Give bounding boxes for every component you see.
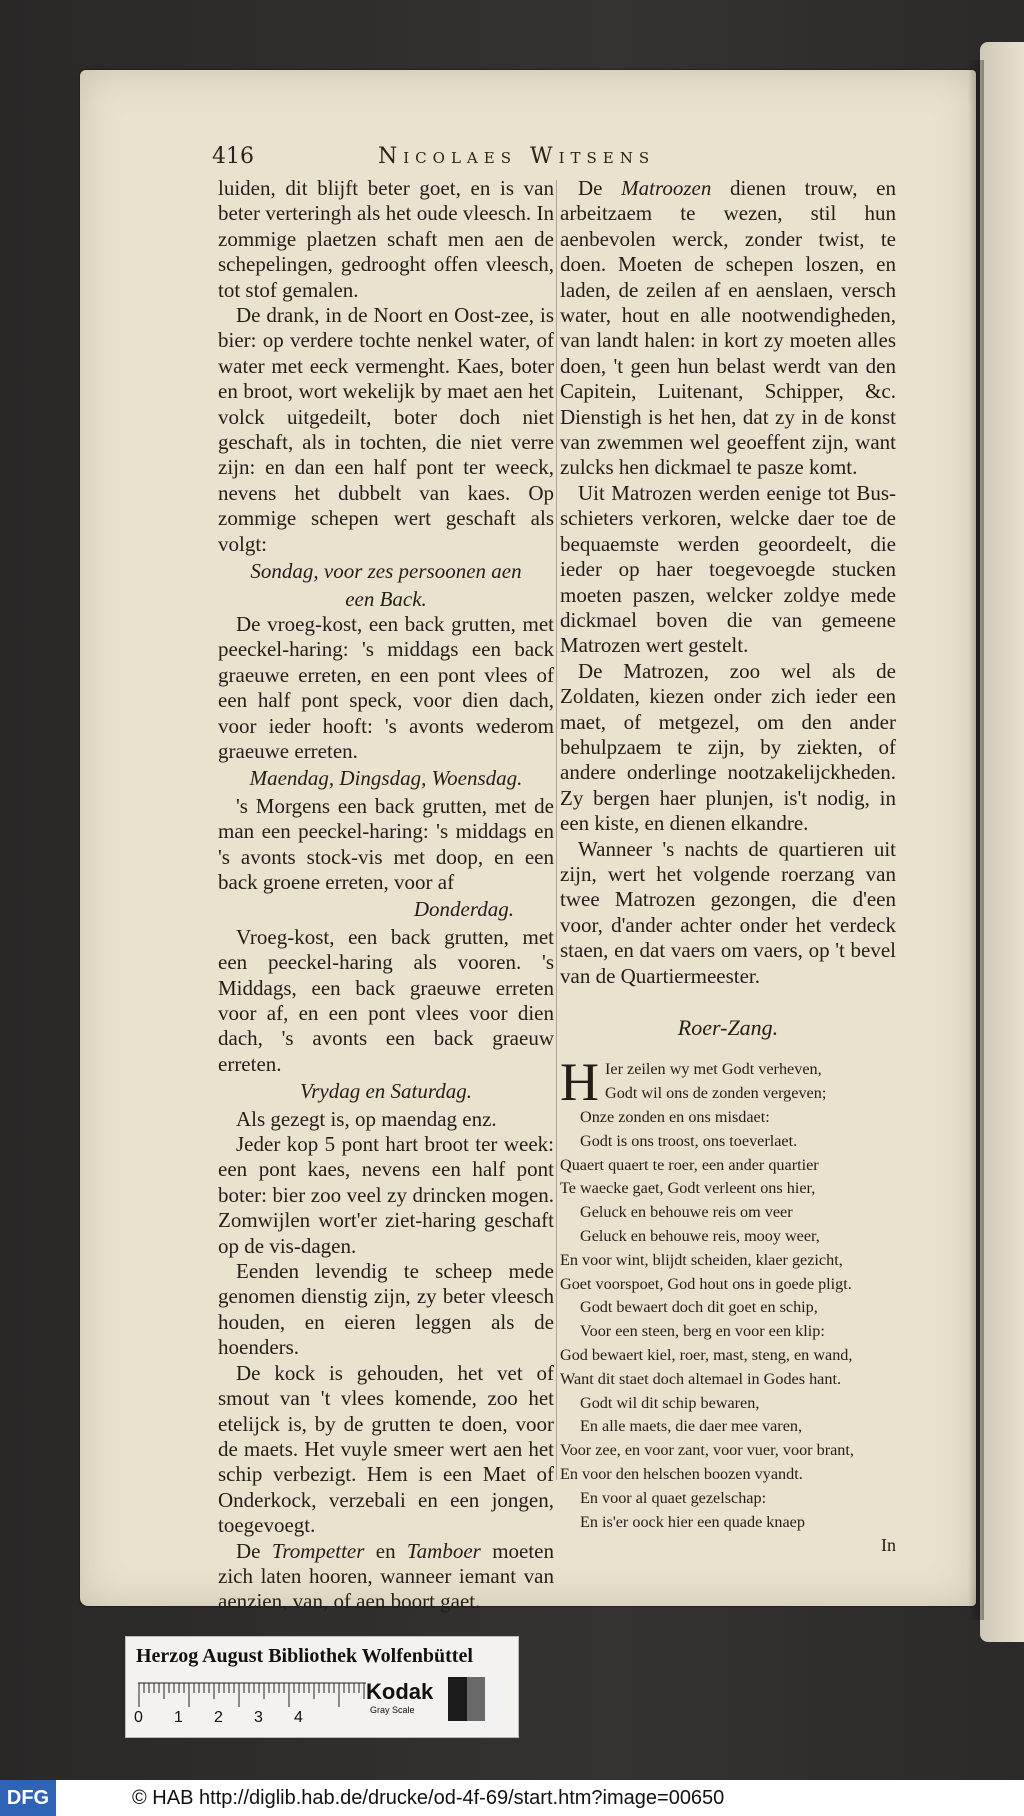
ruler-number: 4 [294, 1709, 303, 1726]
paragraph: Uit Matrozen werden eenige tot Bus-schieters verkoren, welcke daer toe de bequaemste werden geoordeelt, die ieder op haer toegevoegde stucken moeten paszen, welcker zoldye mede dickmael boven die van gemeene Matrozen wert gestelt. [560, 480, 896, 658]
section-heading: een Back. [345, 586, 427, 611]
swatch [467, 1677, 486, 1721]
poem-line: En voor al quaet gezelschap: [580, 1488, 767, 1507]
section-heading: Sondag, voor zes persoonen aen [250, 559, 522, 584]
page-number: 416 [212, 144, 254, 169]
paragraph: Wanneer 's nachts de quartieren uit zijn, wert het volgende roerzang van twee Matrozen gezongen, die d'een voor, d'ander achter onder het verdeck staen, en dat vaers om vaers, op 't bevel van de Quartiermeester. [560, 836, 896, 988]
poem-line: Voor zee, en voor zant, voor vuer, voor brant, [560, 1441, 854, 1460]
ruler-numbers [134, 1709, 374, 1727]
paragraph: De Matrozen, zoo wel als de Zoldaten, kiezen onder zich ieder een maet, of metgezel, om den ander behulpzaem te zijn, by ziekten, of andere onderlinge nootzakelijckheden. Zy bergen haer plunjen, is't nodig, in een kiste, en dienen elkandre. [560, 658, 896, 836]
poem-line: God bewaert kiel, roer, mast, steng, en wand, [560, 1345, 853, 1364]
footer-bar [0, 1780, 1024, 1816]
spine-shadow [968, 60, 984, 1620]
ruler-number: 3 [254, 1709, 263, 1726]
poem-line: Godt is ons troost, ons toeverlaet. [580, 1131, 798, 1150]
catchword: In [881, 1535, 896, 1556]
italic-term: Trompetter [271, 1538, 365, 1563]
poem-line: Onze zonden en ons misdaet: [580, 1108, 770, 1126]
paragraph [218, 1539, 554, 1615]
poem-line: Godt bewaert doch dit goet en schip, [580, 1298, 818, 1317]
text-run: dienen trouw, en arbeitzaem te wezen, stil hun aenbevolen werck, zonder twist, te doen. Moeten de schepen loszen, en laden, de zeilen af en aenslaen, versch water, hout en alle nootwendigheden, van landt halen: in kort zy moeten alles doen, 't geen hun belast werdt van den Capitein, Luitenant, Schipper, &c. Dienstigh is het hen, dat zy in de konst van zwemmen wel geoeffent zijn, want zulcks hen dickmael te pasze komt. [560, 176, 896, 480]
running-head [212, 144, 772, 174]
kodak-logo: Kodak [366, 1679, 434, 1704]
paragraph: Eenden levendig te scheep mede genomen dienstig zijn, zy beter vleesch houden, en eieren leggen als de hoenders. [218, 1259, 554, 1360]
running-title: Nicolaes Witsens [378, 144, 656, 169]
song-title: Roer-Zang. [677, 1015, 779, 1040]
text-run: en [364, 1538, 407, 1563]
text-run: moeten zich laten hooren, wanneer iemant van aenzien, van, of aen boort gaet. [218, 1538, 554, 1614]
italic-term: Tamboer [406, 1538, 481, 1563]
swatch [448, 1677, 467, 1721]
paragraph: Als gezegt is, op maendag enz. [236, 1106, 497, 1131]
dfg-logo: DFG [0, 1780, 56, 1816]
drop-cap: H [560, 1052, 599, 1113]
paragraph: De kock is gehouden, het vet of smout van 't vlees komende, zoo het etelijck is, by de grutten te doen, voor de maets. Het vuyle smeer wert aen het schip verbezigt. Hem is een Maet of Onderkock, verzebali en een jongen, toegevoegt. [218, 1360, 554, 1538]
poem-line: Quaert quaert te roer, een ander quartier [560, 1155, 819, 1174]
poem-line: En voor den helschen boozen vyandt. [560, 1464, 803, 1483]
italic-term: Matroozen [621, 176, 712, 200]
swatch [485, 1677, 504, 1721]
paragraph: 's Morgens een back grutten, met de man een peeckel-haring: 's middags en 's avonts stock-vis met doop, en een back groene erreten, voor af [218, 793, 554, 894]
paragraph: luiden, dit blijft beter goet, en is van beter verteringh als het oude vleesch. In zommige plaetzen schaft men aen de schepelingen, gedrooght offen vleesch, tot stof gemalen. [218, 176, 554, 302]
paragraph: Jeder kop 5 pont hart broot ter week: een pont kaes, nevens een half pont boter: bier zoo veel zy drincken mogen. Zomwijlen wort'er ziet-haring geschaft op de vis-dagen. [218, 1132, 554, 1258]
paragraph: Vroeg-kost, een back grutten, met een peeckel-haring als vooren. 's Middags, een back graeuwe erreten voor af, en een pont vlees voor dien dach, 's avonts een back graeuw erreten. [218, 924, 554, 1076]
section-heading: Maendag, Dingsdag, Woensdag. [249, 766, 523, 791]
catchword-row [560, 1534, 896, 1560]
ruler-number: 2 [214, 1709, 223, 1726]
paragraph: De vroeg-kost, een back grutten, met peeckel-haring: 's middags een back graeuwe erreten, en een pont vlees of een half pont speck, voor dien dach, voor ieder hooft: 's avonts wederom graeuwe erreten. [218, 611, 554, 763]
poem-line: Godt wil ons de zonden vergeven; [605, 1084, 827, 1103]
section-heading: Vrydag en Saturdag. [299, 1079, 473, 1104]
text-run: De [236, 1538, 272, 1563]
poem-line: Goet voorspoet, God hout ons in goede pligt. [560, 1274, 852, 1293]
paragraph: De drank, in de Noort en Oost-zee, is bier: op verdere tochte nenkel water, of water met eeck vermenght. Kaes, boter en broot, wort wekelijk by maet aen het volck uitgedeilt, boter doch niet geschaft, als in tochten, die niet verre zijn: en dan een half pont ter weeck, nevens het dubbelt van kaes. Op zommige schepen wert geschaft als volgt: [218, 303, 554, 556]
kodak-subtitle: Gray Scale [370, 1705, 415, 1715]
poem-line: En alle maets, die daer mee varen, [580, 1417, 803, 1436]
right-column [560, 176, 896, 1560]
copyright-link[interactable]: © HAB http://diglib.hab.de/drucke/od-4f-69/start.htm?image=00650 [132, 1787, 725, 1809]
color-target [125, 1636, 519, 1738]
poem-line: Voor een steen, berg en voor een klip: [580, 1322, 825, 1341]
poem-line: Geluck en behouwe reis, mooy weer, [580, 1226, 820, 1245]
ruler-number: 0 [134, 1709, 143, 1726]
poem-line: En is'er oock hier een quade knaep [580, 1512, 805, 1531]
poem-line: Want dit staet doch altemael in Godes hant. [560, 1369, 841, 1388]
poem-line: Ier zeilen wy met Godt verheven, [605, 1060, 822, 1079]
library-name: Herzog August Bibliothek Wolfenbüttel [136, 1645, 473, 1667]
next-page-edge [980, 42, 1024, 1642]
poem-line: En voor wint, blijdt scheiden, klaer gezicht, [560, 1250, 843, 1269]
column-divider [556, 180, 557, 1480]
poem-line: Godt wil dit schip bewaren, [580, 1393, 760, 1412]
poem-line: Te waecke gaet, Godt verleent ons hier, [560, 1179, 816, 1198]
poem-line: Geluck en behouwe reis om veer [580, 1203, 793, 1222]
poem [560, 1052, 896, 1560]
ruler-scale [138, 1681, 368, 1709]
text-run: De [578, 176, 622, 200]
left-column [218, 176, 554, 1615]
paragraph [560, 176, 896, 481]
gray-swatches [448, 1677, 504, 1721]
ruler-number: 1 [174, 1709, 183, 1726]
section-heading: Donderdag. [413, 897, 514, 922]
